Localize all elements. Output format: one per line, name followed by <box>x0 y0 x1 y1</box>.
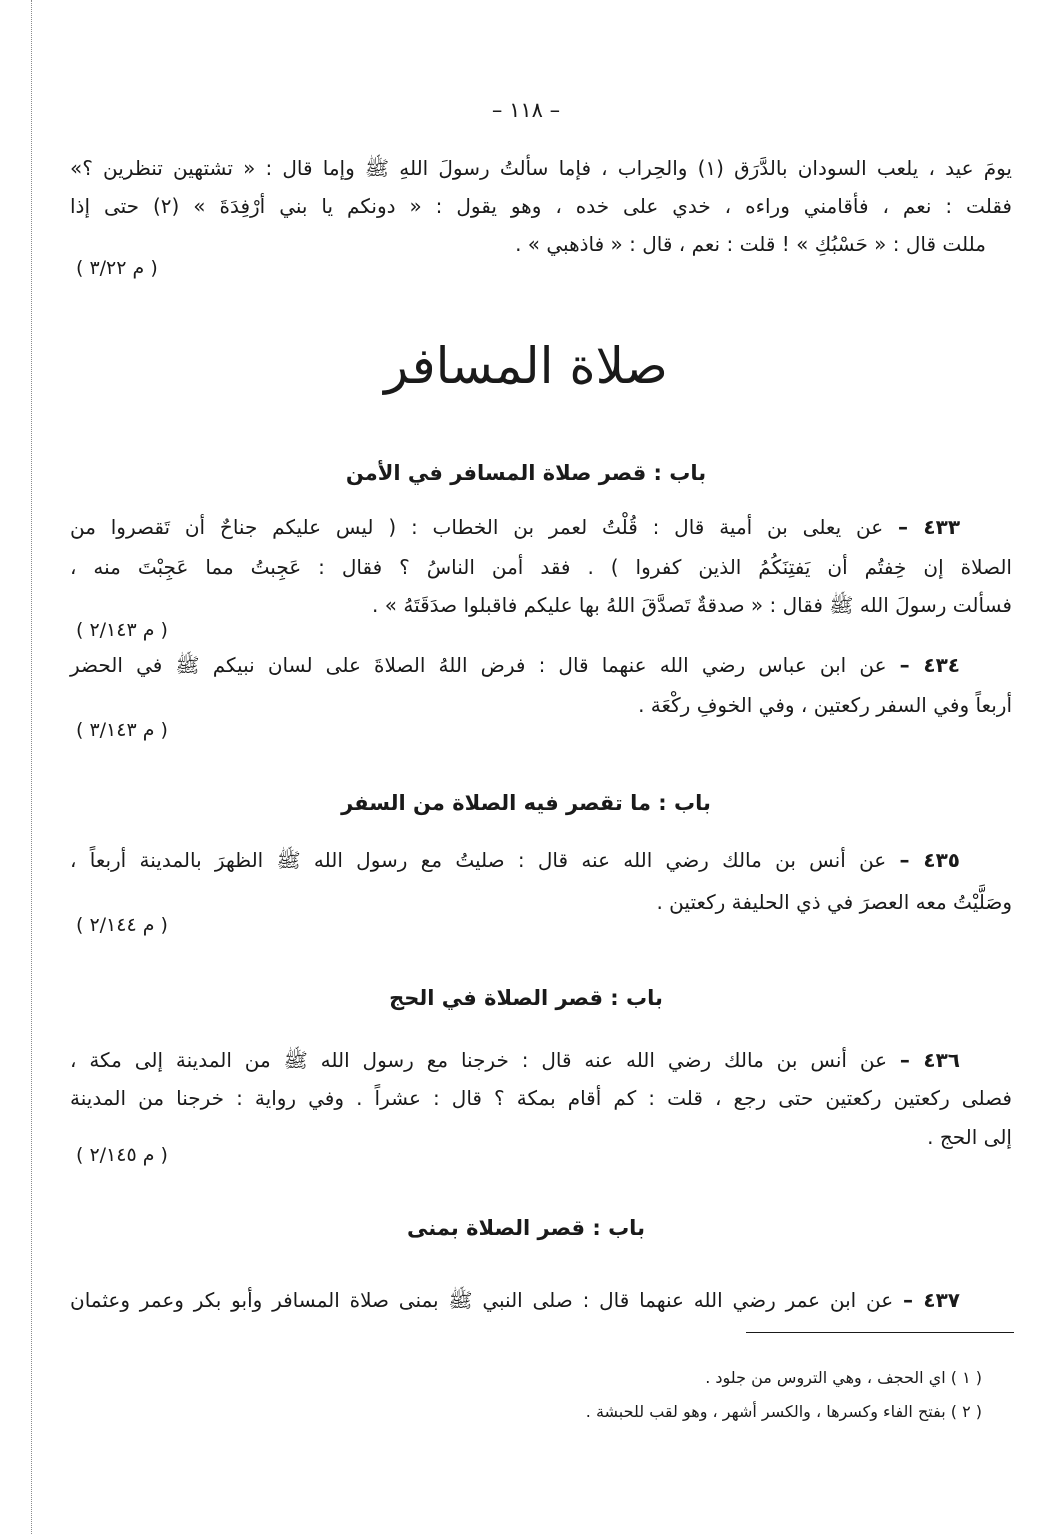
hadith-reference: ( م ٢/١٤٥ ) <box>76 1144 168 1166</box>
hadith-text: عن ابن عباس رضي الله عنهما قال : فرض اللهُ الصلاةَ على لسان نبيكم ﷺ في الحضر <box>70 653 887 677</box>
hadith-line: وصَلَّيْتُ معه العصرَ في ذي الحليفة ركعتين . <box>656 890 1012 914</box>
chapter-title: صلاة المسافر <box>384 337 668 395</box>
intro-line-1: يومَ عيد ، يلعب السودان بالدَّرَق (١) والحِراب ، فإما سألتُ رسولَ اللهِ ﷺ وإما قال : « تشتهين تنظرين ؟» <box>70 156 1012 180</box>
hadith-number: ٤٣٤ – <box>899 653 961 677</box>
hadith-line: الصلاة إن خِفتُم أن يَفتِنَكُمُ الذين كفروا ) . فقد أمن الناسُ ؟ فقال : عَجِبتُ مما عَجِبْتَ منه ، <box>70 555 1012 579</box>
intro-line-3: مللت قال : « حَسْبُكِ » ! قلت : نعم ، قال : « فاذهبي » . <box>515 232 986 256</box>
footnote-1: ( ١ ) اي الحجف ، وهي التروس من جلود . <box>705 1368 982 1387</box>
hadith-text: عن أنس بن مالك رضي الله عنه قال : خرجنا مع رسول الله ﷺ من المدينة إلى مكة ، <box>70 1048 887 1072</box>
hadith-line <box>70 1282 1012 1318</box>
hadith-line <box>70 1042 1012 1078</box>
section-heading: باب : قصر الصلاة بمنى <box>407 1216 645 1240</box>
hadith-number: ٤٣٥ – <box>899 848 960 872</box>
hadith-line <box>70 509 1012 545</box>
footnote-separator <box>746 1332 1014 1333</box>
page-number: – ١١٨ – <box>491 98 561 122</box>
hadith-line: فسألت رسولَ الله ﷺ فقال : « صدقةٌ تَصدَّقَ اللهُ بها عليكم فاقبلوا صدَقَتَهُ » . <box>372 593 1012 617</box>
hadith-line: إلى الحج . <box>927 1125 1012 1149</box>
hadith-text: عن ابن عمر رضي الله عنهما قال : صلى النبي ﷺ بمنى صلاة المسافر وأبو بكر وعمر وعثمان <box>70 1288 894 1312</box>
section-heading: باب : قصر الصلاة في الحج <box>389 986 663 1010</box>
hadith-line: فصلى ركعتين ركعتين حتى رجع ، قلت : كم أقام بمكة ؟ قال : عشراً . وفي رواية : خرجنا من المدينة <box>70 1086 1012 1110</box>
hadith-reference: ( م ٣/١٤٣ ) <box>76 719 168 741</box>
hadith-line: أربعاً وفي السفر ركعتين ، وفي الخوفِ ركْعَة . <box>638 693 1012 717</box>
footnote-2: ( ٢ ) بفتح الفاء وكسرها ، والكسر أشهر ، وهو لقب للحبشة . <box>585 1402 982 1421</box>
section-heading: باب : قصر صلاة المسافر في الأمن <box>345 461 707 485</box>
hadith-reference: ( م ٢/١٤٣ ) <box>76 619 168 641</box>
hadith-text: عن يعلى بن أمية قال : قُلْتُ لعمر بن الخطاب : ( ليس عليكم جناحٌ أن تَقصروا من <box>70 515 884 539</box>
hadith-number: ٤٣٣ – <box>897 515 961 539</box>
hadith-reference: ( م ٢/١٤٤ ) <box>76 914 168 936</box>
hadith-line <box>70 647 1012 683</box>
scan-edge-dotted-line <box>31 0 32 1534</box>
hadith-line <box>70 842 1012 878</box>
intro-reference: ( م ٣/٢٢ ) <box>76 257 158 279</box>
section-heading: باب : ما تقصر فيه الصلاة من السفر <box>341 791 711 815</box>
intro-line-2: فقلت : نعم ، فأقامني وراءه ، خدي على خده ، وهو يقول : « دونكم يا بني أرْفِدَةَ » (٢) حتى إذا <box>70 194 1012 218</box>
hadith-text: عن أنس بن مالك رضي الله عنه قال : صليتُ مع رسول الله ﷺ الظهرَ بالمدينة أربعاً ، <box>70 848 887 872</box>
hadith-number: ٤٣٦ – <box>899 1048 961 1072</box>
hadith-number: ٤٣٧ – <box>902 1288 961 1312</box>
